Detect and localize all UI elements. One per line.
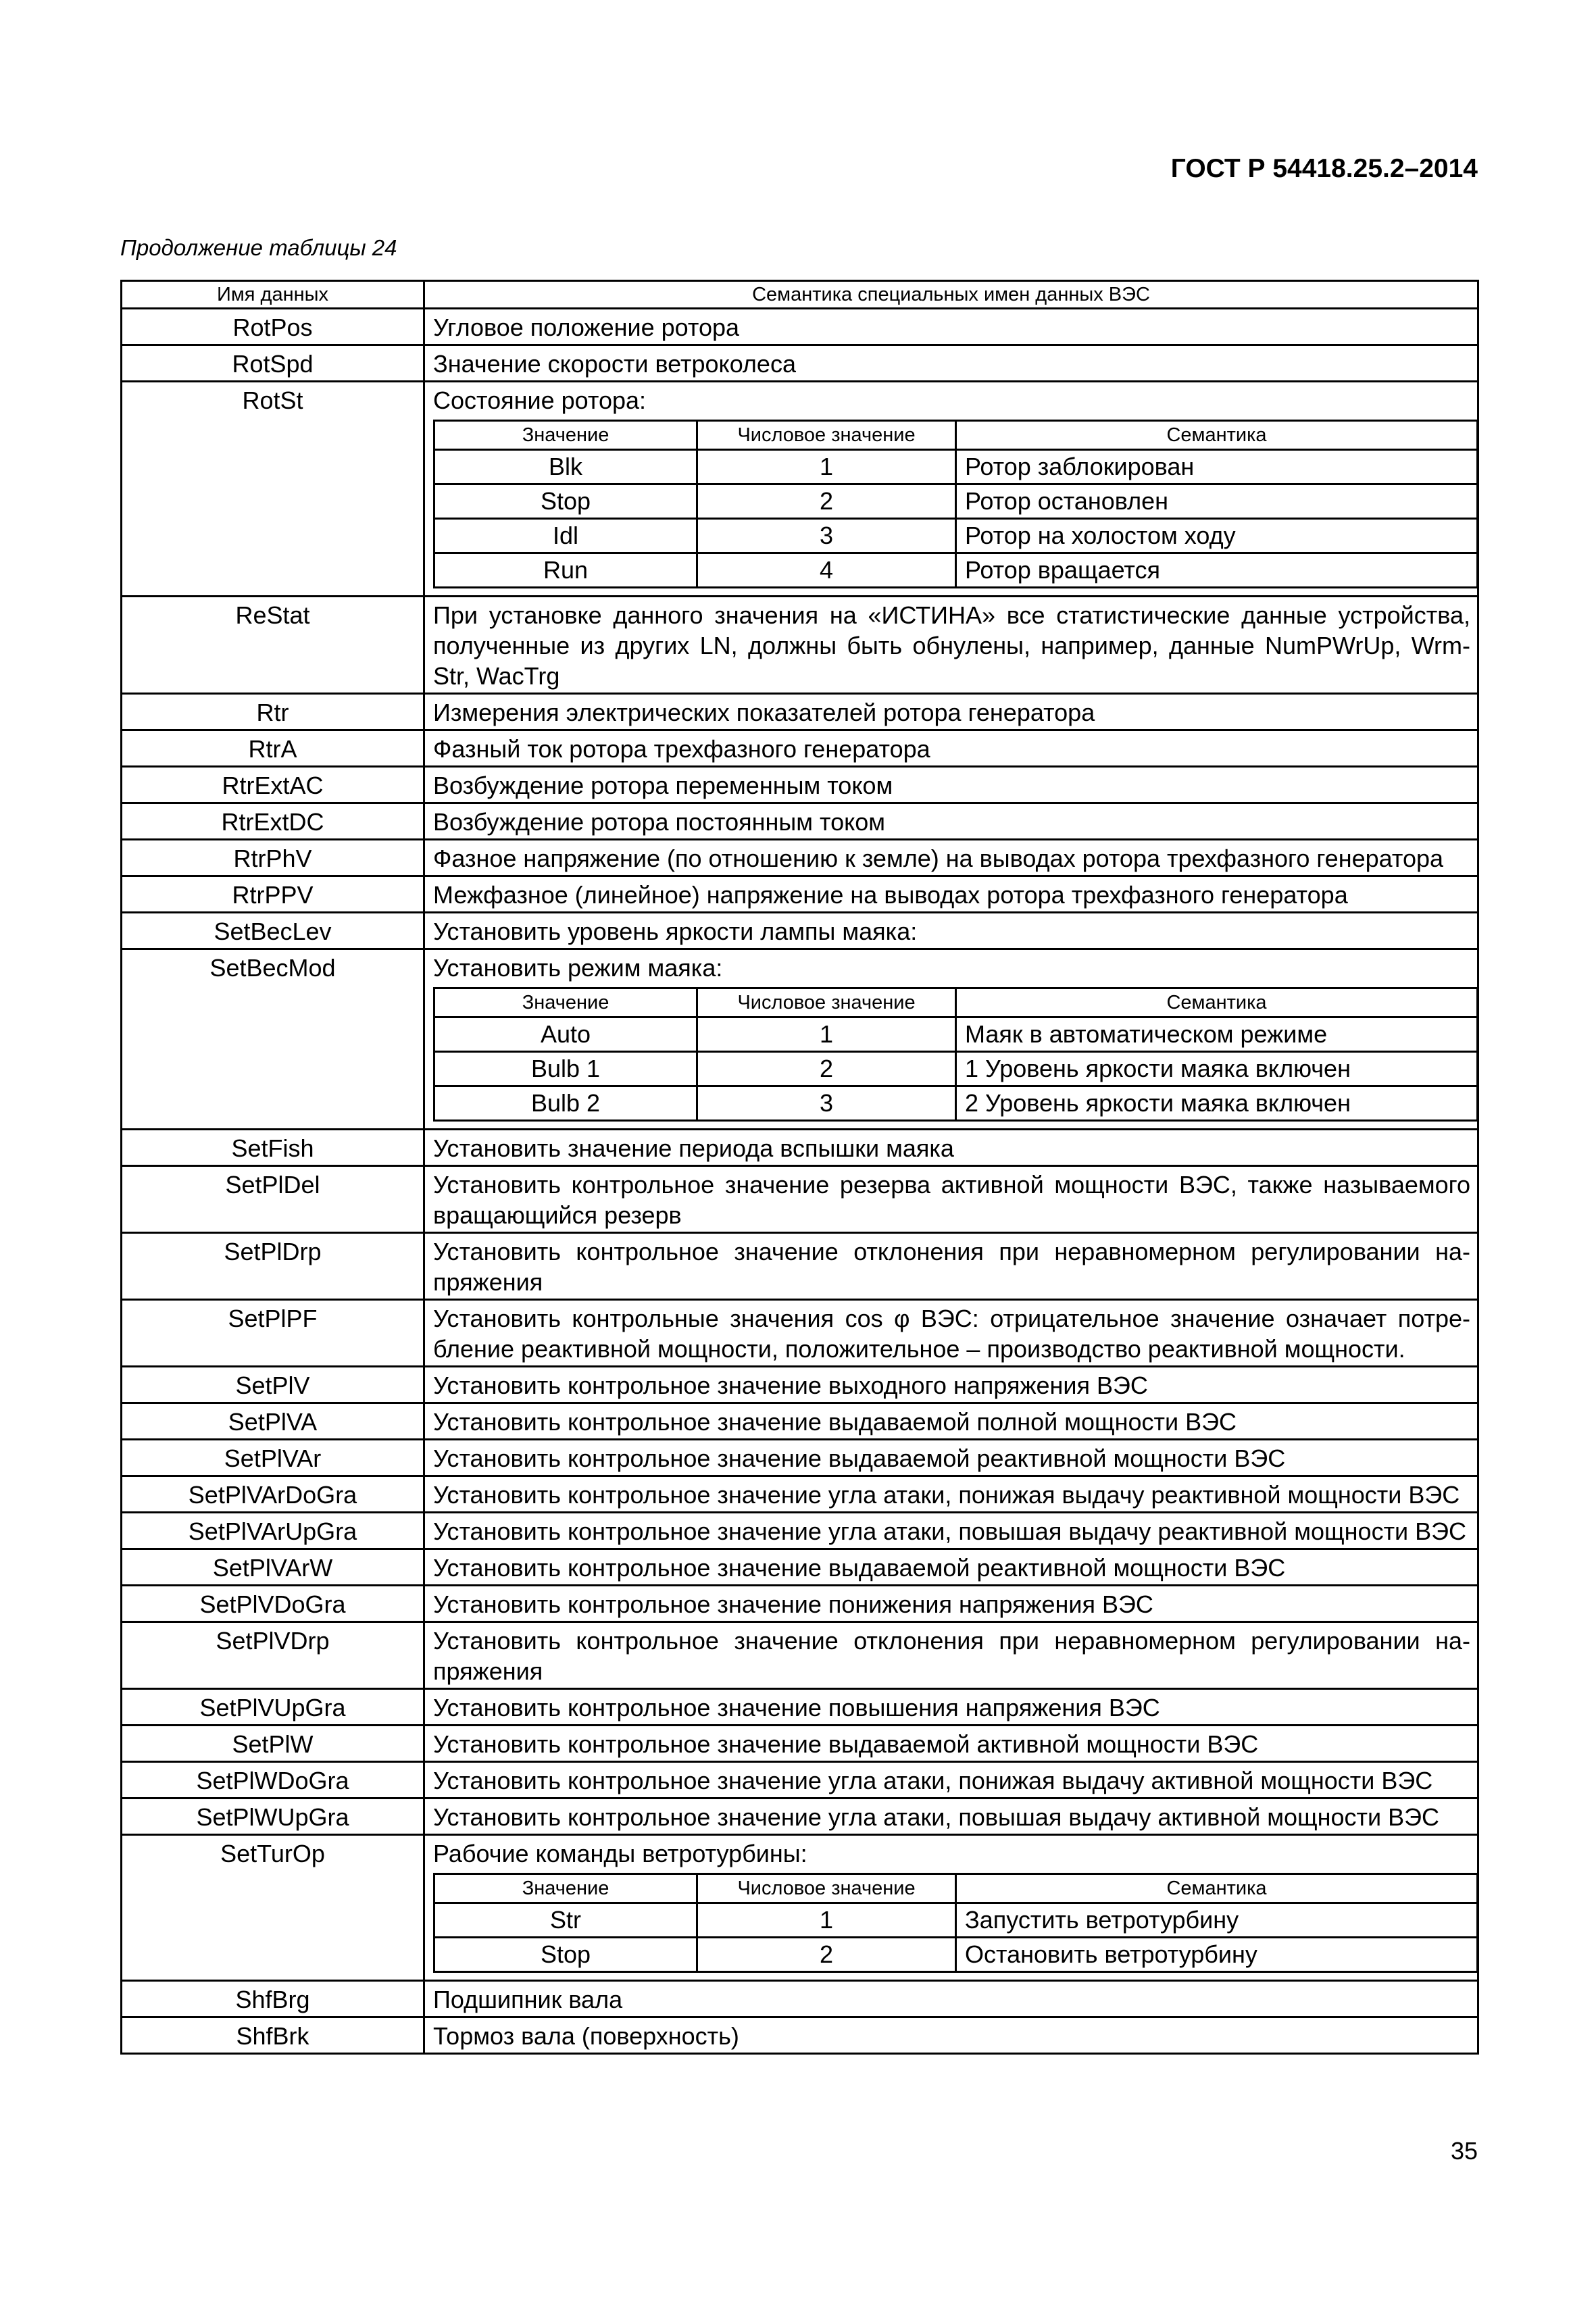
data-name-cell: RtrPPV <box>122 876 424 913</box>
subtable-semantics-cell: Ротор остановлен <box>955 484 1477 519</box>
data-name-cell: SetTurOp <box>122 1835 424 1981</box>
table-row <box>122 1403 1478 1440</box>
semantics-cell <box>424 1726 1478 1762</box>
semantics-cell <box>424 694 1478 730</box>
subtable-value-cell: Str <box>434 1903 697 1938</box>
subtable-row <box>434 1938 1478 1972</box>
semantics-cell <box>424 1981 1478 2017</box>
subtable-header-numeric: Числовое значение <box>697 1874 956 1903</box>
semantics-cell <box>424 1513 1478 1549</box>
data-name-cell: SetBecLev <box>122 913 424 949</box>
semantics-text: Установить контрольное значение выдаваемой полной мощности ВЭС <box>433 1408 1237 1436</box>
semantics-text: Рабочие команды ветротурбины: <box>433 1840 807 1867</box>
semantics-text: Возбуждение ротора переменным током <box>433 772 893 799</box>
semantics-cell <box>424 913 1478 949</box>
subtable-numeric-cell: 3 <box>697 1086 956 1121</box>
semantics-cell <box>424 309 1478 345</box>
semantics-text: Установить контрольные значения cos φ ВЭС: отрицательное значение означает потре-бление реактивной мощности, положительное – производство реактивной мощности. <box>433 1305 1470 1363</box>
semantics-text: Фазное напряжение (по отношению к земле) на выводах ротора трехфазного генератора <box>433 845 1444 872</box>
table-row <box>122 1367 1478 1403</box>
semantics-cell <box>424 1762 1478 1799</box>
subtable-row <box>434 519 1478 553</box>
semantics-text: Возбуждение ротора постоянным током <box>433 808 886 836</box>
semantics-cell <box>424 1549 1478 1586</box>
subtable-value-cell: Idl <box>434 519 697 553</box>
data-name-cell: RotPos <box>122 309 424 345</box>
data-name-cell: SetPlVAr <box>122 1440 424 1476</box>
semantics-text: Установить контрольное значение резерва активной мощности ВЭС, также называемого вращающийся резерв <box>433 1171 1470 1229</box>
table-row <box>122 1440 1478 1476</box>
page-number: 35 <box>1450 2137 1478 2165</box>
semantics-cell <box>424 1233 1478 1300</box>
table-body <box>122 309 1478 2054</box>
subtable-semantics-cell: 2 Уровень яркости маяка включен <box>955 1086 1477 1121</box>
semantics-text: Установить контрольное значение понижения напряжения ВЭС <box>433 1590 1153 1618</box>
subtable-numeric-cell: 1 <box>697 1903 956 1938</box>
subtable-semantics-cell: Маяк в автоматическом режиме <box>955 1017 1477 1052</box>
table-caption: Продолжение таблицы 24 <box>120 235 397 260</box>
column-header-semantics: Семантика специальных имен данных ВЭС <box>424 281 1478 309</box>
data-name-cell: RtrPhV <box>122 840 424 876</box>
subtable-row <box>434 1052 1478 1086</box>
value-subtable <box>433 420 1478 588</box>
table-row <box>122 597 1478 694</box>
data-name-cell: SetPlWDoGra <box>122 1762 424 1799</box>
semantics-cell <box>424 730 1478 767</box>
table-row <box>122 1476 1478 1513</box>
semantics-cell <box>424 1367 1478 1403</box>
data-name-cell: SetPlWUpGra <box>122 1799 424 1835</box>
table-row <box>122 1835 1478 1981</box>
table-row <box>122 1586 1478 1622</box>
subtable-value-cell: Blk <box>434 450 697 484</box>
data-name-cell: RtrA <box>122 730 424 767</box>
table-row <box>122 949 1478 1130</box>
subtable-header-semantics: Семантика <box>955 1874 1477 1903</box>
semantics-text: Установить значение периода вспышки маяка <box>433 1134 954 1162</box>
subtable-semantics-cell: 1 Уровень яркости маяка включен <box>955 1052 1477 1086</box>
table-row <box>122 1622 1478 1689</box>
table-row <box>122 345 1478 382</box>
semantics-cell <box>424 2017 1478 2054</box>
semantics-text: Установить контрольное значение выдаваемой реактивной мощности ВЭС <box>433 1444 1286 1472</box>
subtable-value-cell: Run <box>434 553 697 588</box>
data-name-cell: SetPlVA <box>122 1403 424 1440</box>
data-name-cell: SetBecMod <box>122 949 424 1130</box>
semantics-text: Установить контрольное значение повышения напряжения ВЭС <box>433 1694 1160 1721</box>
data-name-cell: SetPlVArW <box>122 1549 424 1586</box>
semantics-cell <box>424 345 1478 382</box>
subtable-numeric-cell: 1 <box>697 450 956 484</box>
subtable-value-cell: Bulb 2 <box>434 1086 697 1121</box>
semantics-cell <box>424 1586 1478 1622</box>
subtable-value-cell: Bulb 1 <box>434 1052 697 1086</box>
semantics-text: Тормоз вала (поверхность) <box>433 2022 739 2050</box>
data-name-cell: RtrExtAC <box>122 767 424 803</box>
semantics-cell <box>424 1622 1478 1689</box>
semantics-cell <box>424 1300 1478 1367</box>
table-row <box>122 309 1478 345</box>
table-row <box>122 2017 1478 2054</box>
subtable-header-row <box>434 421 1478 450</box>
table-row <box>122 1300 1478 1367</box>
data-name-cell: SetPlVDrp <box>122 1622 424 1689</box>
semantics-text: Установить контрольное значение выходного напряжения ВЭС <box>433 1372 1148 1399</box>
data-name-cell: ShfBrk <box>122 2017 424 2054</box>
subtable-numeric-cell: 1 <box>697 1017 956 1052</box>
semantics-cell <box>424 1689 1478 1726</box>
semantics-cell <box>424 1166 1478 1233</box>
table-row <box>122 1762 1478 1799</box>
subtable-row <box>434 553 1478 588</box>
table-row <box>122 382 1478 597</box>
semantics-cell <box>424 949 1478 1130</box>
semantics-cell <box>424 876 1478 913</box>
subtable-numeric-cell: 2 <box>697 1938 956 1972</box>
semantics-cell <box>424 1130 1478 1166</box>
value-subtable <box>433 1873 1478 1973</box>
data-name-cell: SetPlVUpGra <box>122 1689 424 1726</box>
semantics-cell <box>424 382 1478 597</box>
subtable-numeric-cell: 2 <box>697 1052 956 1086</box>
column-header-name: Имя данных <box>122 281 424 309</box>
data-semantics-table <box>120 280 1479 2055</box>
table-row <box>122 694 1478 730</box>
semantics-text: Установить контрольное значение угла атаки, повышая выдачу реактивной мощности ВЭС <box>433 1517 1467 1545</box>
data-name-cell: Rtr <box>122 694 424 730</box>
subtable-value-cell: Stop <box>434 1938 697 1972</box>
data-name-cell: ShfBrg <box>122 1981 424 2017</box>
semantics-cell <box>424 1440 1478 1476</box>
data-name-cell: SetPlV <box>122 1367 424 1403</box>
table-row <box>122 1726 1478 1762</box>
subtable-row <box>434 1086 1478 1121</box>
table-row <box>122 1799 1478 1835</box>
semantics-cell <box>424 597 1478 694</box>
subtable-header-semantics: Семантика <box>955 421 1477 450</box>
standard-header: ГОСТ Р 54418.25.2–2014 <box>1170 154 1478 183</box>
subtable-semantics-cell: Запустить ветротурбину <box>955 1903 1477 1938</box>
subtable-header-value: Значение <box>434 1874 697 1903</box>
subtable-semantics-cell: Ротор вращается <box>955 553 1477 588</box>
data-name-cell: SetFish <box>122 1130 424 1166</box>
semantics-text: При установке данного значения на «ИСТИНА» все статистические данные устройства, полученные из других LN, должны быть обнулены, например, данные NumPWrUp, Wrm-Str, WacTrg <box>433 601 1470 690</box>
data-name-cell: SetPlVDoGra <box>122 1586 424 1622</box>
table-row <box>122 803 1478 840</box>
semantics-text: Установить контрольное значение угла атаки, повышая выдачу активной мощности ВЭС <box>433 1803 1440 1831</box>
semantics-text: Установить режим маяка: <box>433 954 723 982</box>
table-row <box>122 1166 1478 1233</box>
subtable-semantics-cell: Ротор на холостом ходу <box>955 519 1477 553</box>
table-row <box>122 1513 1478 1549</box>
subtable-row <box>434 1017 1478 1052</box>
subtable-header-numeric: Числовое значение <box>697 421 956 450</box>
semantics-text: Состояние ротора: <box>433 386 647 414</box>
subtable-numeric-cell: 4 <box>697 553 956 588</box>
table-row <box>122 767 1478 803</box>
value-subtable <box>433 987 1478 1122</box>
data-name-cell: SetPlVArDoGra <box>122 1476 424 1513</box>
subtable-header-value: Значение <box>434 421 697 450</box>
data-name-cell: ReStat <box>122 597 424 694</box>
semantics-text: Установить контрольное значение угла атаки, понижая выдачу реактивной мощности ВЭС <box>433 1481 1460 1509</box>
subtable-row <box>434 450 1478 484</box>
semantics-cell <box>424 1476 1478 1513</box>
semantics-text: Межфазное (линейное) напряжение на выводах ротора трехфазного генератора <box>433 881 1348 909</box>
subtable-row <box>434 484 1478 519</box>
table-row <box>122 913 1478 949</box>
subtable-value-cell: Auto <box>434 1017 697 1052</box>
subtable-header-value: Значение <box>434 988 697 1017</box>
semantics-text: Установить контрольное значение выдаваемой активной мощности ВЭС <box>433 1730 1259 1758</box>
table-row <box>122 876 1478 913</box>
semantics-cell <box>424 803 1478 840</box>
table-row <box>122 1233 1478 1300</box>
table-row <box>122 1549 1478 1586</box>
data-name-cell: SetPlVArUpGra <box>122 1513 424 1549</box>
semantics-text: Установить контрольное значение отклонения при неравномерном регулировании на-пряжения <box>433 1627 1470 1685</box>
semantics-cell <box>424 840 1478 876</box>
semantics-cell <box>424 767 1478 803</box>
subtable-row <box>434 1903 1478 1938</box>
semantics-text: Угловое положение ротора <box>433 313 740 341</box>
subtable-header-semantics: Семантика <box>955 988 1477 1017</box>
semantics-text: Установить контрольное значение отклонения при неравномерном регулировании на-пряжения <box>433 1238 1470 1296</box>
data-name-cell: SetPlDrp <box>122 1233 424 1300</box>
subtable-numeric-cell: 2 <box>697 484 956 519</box>
subtable-header-numeric: Числовое значение <box>697 988 956 1017</box>
table-row <box>122 1130 1478 1166</box>
semantics-cell <box>424 1799 1478 1835</box>
table-row <box>122 1689 1478 1726</box>
semantics-cell <box>424 1403 1478 1440</box>
data-name-cell: SetPlW <box>122 1726 424 1762</box>
table-header-row <box>122 281 1478 309</box>
subtable-numeric-cell: 3 <box>697 519 956 553</box>
subtable-header-row <box>434 1874 1478 1903</box>
semantics-text: Установить контрольное значение выдаваемой реактивной мощности ВЭС <box>433 1554 1286 1582</box>
table-row <box>122 840 1478 876</box>
subtable-semantics-cell: Ротор заблокирован <box>955 450 1477 484</box>
data-name-cell: SetPlDel <box>122 1166 424 1233</box>
subtable-semantics-cell: Остановить ветротурбину <box>955 1938 1477 1972</box>
data-name-cell: RotSt <box>122 382 424 597</box>
subtable-header-row <box>434 988 1478 1017</box>
semantics-text: Измерения электрических показателей ротора генератора <box>433 699 1095 726</box>
semantics-cell <box>424 1835 1478 1981</box>
data-name-cell: RotSpd <box>122 345 424 382</box>
semantics-text: Значение скорости ветроколеса <box>433 350 796 378</box>
semantics-text: Подшипник вала <box>433 1986 623 2013</box>
data-name-cell: RtrExtDC <box>122 803 424 840</box>
table-row <box>122 1981 1478 2017</box>
semantics-text: Установить уровень яркости лампы маяка: <box>433 917 918 945</box>
semantics-text: Установить контрольное значение угла атаки, понижая выдачу активной мощности ВЭС <box>433 1767 1433 1794</box>
subtable-value-cell: Stop <box>434 484 697 519</box>
data-name-cell: SetPlPF <box>122 1300 424 1367</box>
table-row <box>122 730 1478 767</box>
semantics-text: Фазный ток ротора трехфазного генератора <box>433 735 930 763</box>
